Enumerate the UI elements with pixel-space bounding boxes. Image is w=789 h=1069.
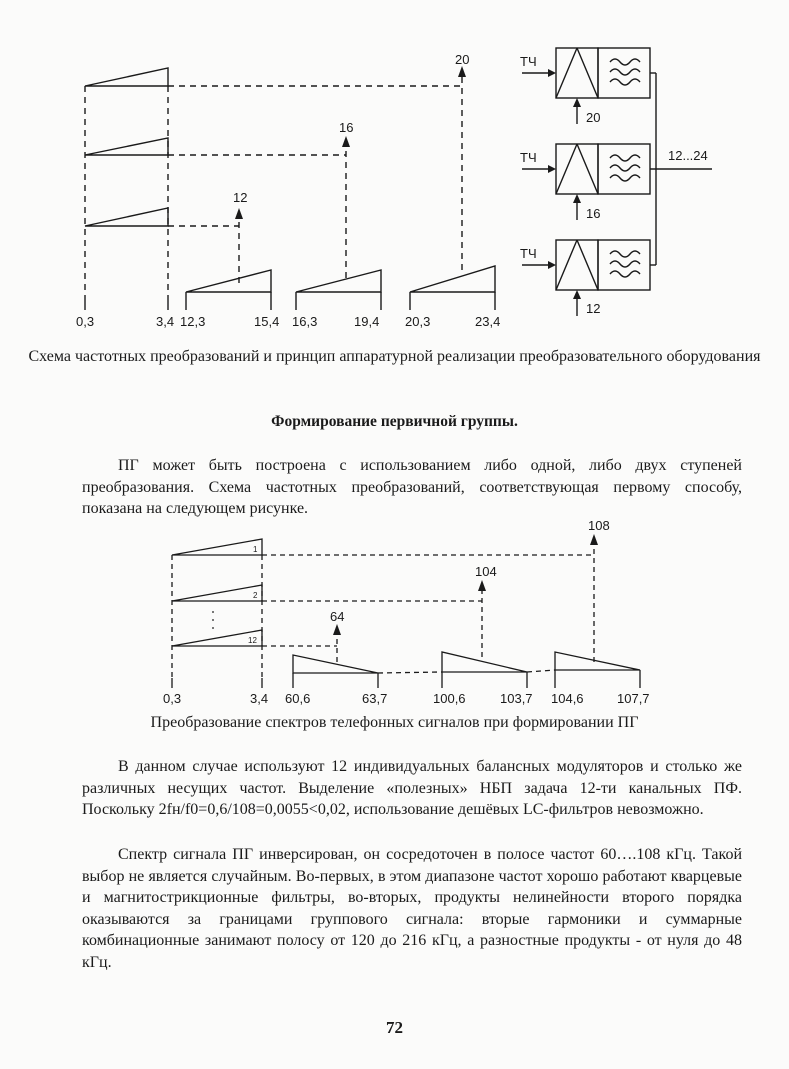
input-label-tch: ТЧ xyxy=(520,150,537,165)
carrier-input-label: 12 xyxy=(586,301,601,316)
freq-label: 19,4 xyxy=(354,314,380,329)
paragraph: Спектр сигнала ПГ инверсирован, он сосредоточен в полосе частот 60….108 кГц. Такой выбор не является случайным. Во-первых, в этом диапазоне частот хорошо работают кварцевые и магнитострикционные фильтры, во-вторых, продукты нелинейности второго порядка оказываются за границами группового сигнала: вторые гармоники и суммарные комбинационные занимают полосу от 120 до 216 кГц, а разностные продукты - от нуля до 48 кГц. xyxy=(82,846,742,971)
freq-label: 0,3 xyxy=(76,314,95,329)
channel-spectrum-1 xyxy=(172,539,262,555)
figure-1-frequency-conversion xyxy=(0,0,789,340)
carrier-input-label: 20 xyxy=(586,110,601,125)
freq-label: 107,7 xyxy=(617,691,650,706)
input-label-tch: ТЧ xyxy=(520,54,537,69)
input-spectrum-bot xyxy=(85,208,168,226)
channel-number: 12 xyxy=(248,636,257,645)
carrier-label-12: 12 xyxy=(233,190,248,205)
freq-label: 20,3 xyxy=(405,314,431,329)
input-spectrum-mid xyxy=(85,138,168,155)
channel-spectrum-2 xyxy=(172,585,262,601)
freq-label: 60,6 xyxy=(285,691,311,706)
carrier-input-label: 16 xyxy=(586,206,601,221)
section-heading: Формирование первичной группы. xyxy=(271,413,518,430)
sideband-spectrum-64 xyxy=(293,655,378,673)
output-spectrum-12 xyxy=(186,270,271,292)
carrier-label-108: 108 xyxy=(588,518,610,533)
freq-label: 15,4 xyxy=(254,314,280,329)
output-band-label: 12...24 xyxy=(668,148,708,163)
carrier-label-104: 104 xyxy=(475,564,497,579)
input-spectrum-top xyxy=(85,68,168,86)
paragraph: В данном случае используют 12 индивидуальных балансных модуляторов и столько же различных несущих частот. Выделение «полезных» НБП задача 12-ти канальных ПФ. Поскольку 2fн/f0=0,6/108=0,0055<0,02, использование дешёвых LC-фильтров невозможно. xyxy=(82,758,742,818)
carrier-label-20: 20 xyxy=(455,52,470,67)
paragraph: ПГ может быть построена с использованием либо одной, либо двух ступеней преобразования. Схема частотных преобразований, соответствующая первому способу, показана на следующем рисунке. xyxy=(82,457,742,517)
figure-2-primary-group xyxy=(0,510,789,710)
output-spectrum-20 xyxy=(410,266,495,292)
freq-label: 63,7 xyxy=(362,691,388,706)
freq-label: 23,4 xyxy=(475,314,501,329)
carrier-label-64: 64 xyxy=(330,609,345,624)
sideband-spectrum-104 xyxy=(442,652,527,672)
input-label-tch: ТЧ xyxy=(520,246,537,261)
carrier-label-16: 16 xyxy=(339,120,354,135)
page-number: 72 xyxy=(386,1018,403,1037)
freq-label: 104,6 xyxy=(551,691,584,706)
channel-number: 1 xyxy=(253,545,258,554)
freq-label: 0,3 xyxy=(163,691,182,706)
freq-label: 100,6 xyxy=(433,691,466,706)
output-spectrum-16 xyxy=(296,270,381,292)
freq-label: 16,3 xyxy=(292,314,318,329)
channel-number: 2 xyxy=(253,591,258,600)
sideband-spectrum-108 xyxy=(555,652,640,670)
freq-label: 103,7 xyxy=(500,691,533,706)
figure-2-caption: Преобразование спектров телефонных сигналов при формировании ПГ xyxy=(150,714,639,731)
figure-1-caption: Схема частотных преобразований и принцип аппаратурной реализации преобразовательного оборудования xyxy=(28,348,761,365)
freq-label: 12,3 xyxy=(180,314,206,329)
freq-label: 3,4 xyxy=(156,314,175,329)
freq-label: 3,4 xyxy=(250,691,269,706)
